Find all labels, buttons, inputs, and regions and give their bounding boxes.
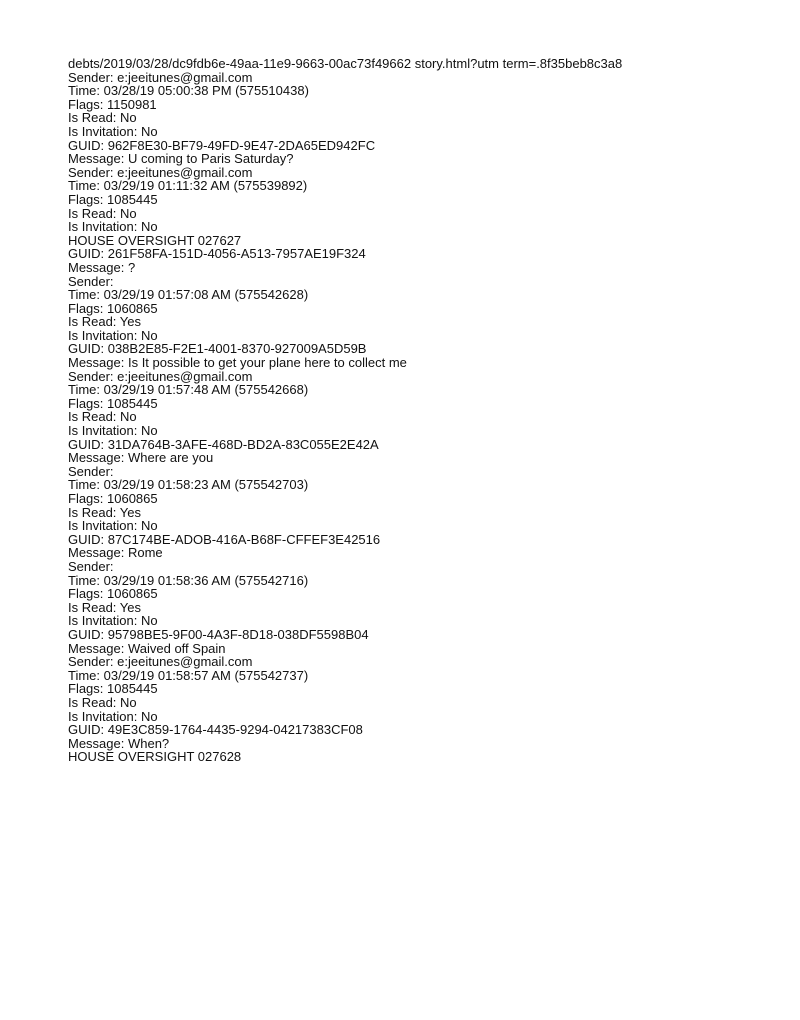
document-page (68, 57, 788, 764)
sender-line: Sender: e:jeeitunes@gmail.com (68, 164, 253, 180)
is-invitation-line: Is Invitation: No (68, 613, 158, 629)
guid-line: GUID: 31DA764B-3AFE-468D-BD2A-83C055E2E42A (68, 436, 379, 452)
bates-stamp: HOUSE OVERSIGHT 027627 (68, 232, 242, 248)
sender-line: Sender: (68, 273, 114, 289)
message-line: Message: U coming to Paris Saturday? (68, 151, 294, 167)
time-line: Time: 03/29/19 01:11:32 AM (575539892) (68, 178, 308, 194)
is-read-line: Is Read: Yes (68, 314, 141, 330)
flags-line: Flags: 1085445 (68, 395, 158, 411)
is-read-line: Is Read: Yes (68, 599, 141, 615)
guid-line: GUID: 87C174BE-ADOB-416A-B68F-CFFEF3E42516 (68, 531, 381, 547)
time-line: Time: 03/28/19 05:00:38 PM (575510438) (68, 83, 309, 99)
flags-line: Flags: 1085445 (68, 681, 158, 697)
message-line: Message: Rome (68, 545, 163, 561)
is-invitation-line: Is Invitation: No (68, 327, 158, 343)
sender-line: Sender: e:jeeitunes@gmail.com (68, 368, 253, 384)
flags-line: Flags: 1060865 (68, 491, 158, 506)
flags-line: Flags: 1060865 (68, 586, 158, 602)
flags-line: Flags: 1085445 (68, 191, 158, 207)
message-line: Message: When? (68, 735, 170, 751)
time-line: Time: 03/29/19 01:57:08 AM (575542628) (68, 287, 309, 303)
sender-line: Sender: (68, 558, 114, 574)
flags-line: Flags: 1150981 (68, 96, 157, 112)
sender-line: Sender: (68, 463, 114, 479)
is-read-line: Is Read: Yes (68, 504, 141, 520)
message-line: Message: Is It possible to get your plane here to collect me (68, 355, 407, 371)
is-invitation-line: Is Invitation: No (68, 219, 158, 235)
is-invitation-line: Is Invitation: No (68, 423, 158, 439)
message-line: Message: ? (68, 259, 136, 275)
guid-line: GUID: 261F58FA-151D-4056-A513-7957AE19F324 (68, 246, 366, 262)
time-line: Time: 03/29/19 01:58:23 AM (575542703) (68, 477, 309, 493)
is-read-line: Is Read: No (68, 205, 137, 221)
message-line: Message: Where are you (68, 450, 214, 466)
is-read-line: Is Read: No (68, 409, 137, 425)
bates-stamp: HOUSE OVERSIGHT 027628 (68, 749, 242, 765)
time-line: Time: 03/29/19 01:58:57 AM (575542737) (68, 667, 309, 683)
guid-line: GUID: 962F8E30-BF79-49FD-9E47-2DA65ED942FC (68, 137, 376, 153)
flags-line: Flags: 1060865 (68, 300, 158, 316)
is-invitation-line: Is Invitation: No (68, 123, 158, 139)
message-line: Message: Waived off Spain (68, 640, 226, 656)
is-invitation-line: Is Invitation: No (68, 518, 158, 534)
url-fragment-line: debts/2019/03/28/dc9fdb6e-49aa-11e9-9663-00ac73f49662 story.html?utm term=.8f35beb8c3a8 (68, 56, 623, 71)
sender-line: Sender: e:jeeitunes@gmail.com (68, 654, 253, 670)
time-line: Time: 03/29/19 01:57:48 AM (575542668) (68, 382, 309, 398)
guid-line: GUID: 038B2E85-F2E1-4001-8370-927009A5D59B (68, 341, 367, 357)
is-read-line: Is Read: No (68, 694, 137, 710)
is-read-line: Is Read: No (68, 110, 137, 126)
guid-line: GUID: 49E3C859-1764-4435-9294-04217383CF08 (68, 722, 363, 738)
sender-line: Sender: e:jeeitunes@gmail.com (68, 69, 253, 85)
guid-line: GUID: 95798BE5-9F00-4A3F-8D18-038DF5598B04 (68, 626, 369, 642)
is-invitation-line: Is Invitation: No (68, 708, 158, 724)
time-line: Time: 03/29/19 01:58:36 AM (575542716) (68, 572, 309, 588)
